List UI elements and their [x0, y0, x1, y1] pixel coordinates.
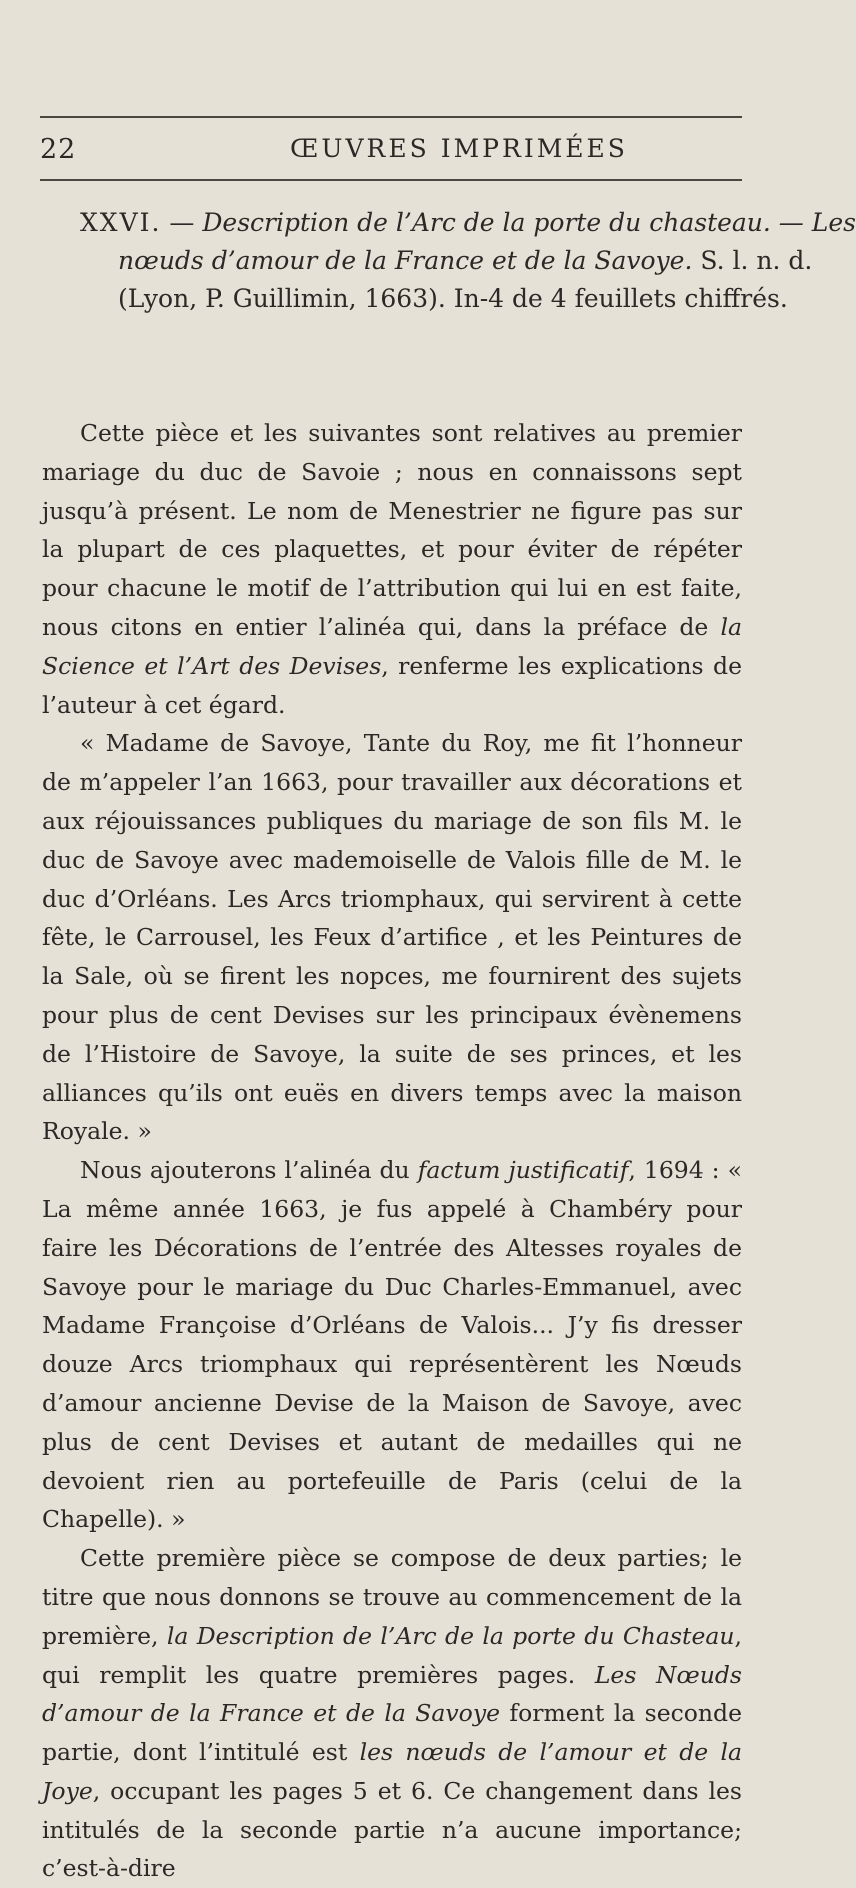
page-number: 22: [40, 134, 77, 165]
paragraph-3-italic: factum justificatif: [417, 1156, 629, 1185]
paragraph-1-italic: la Science et l’Art des Devises: [42, 612, 742, 680]
paragraph-4-text-d: , occupant les pages 5 et 6. Ce changement dans les intitulés de la seconde partie n’a aucune importance; c’est-à-dire: [42, 1776, 742, 1883]
paragraph-4-text-a: Cette première pièce se compose de deux parties; le titre que nous donnons se trouve au commencement de la première,: [42, 1544, 742, 1650]
entry-title-line-2: [80, 242, 813, 280]
entry-title-part-2: nœuds d’amour de la France et de la Savoye.: [118, 246, 693, 275]
entry-imprint-1: S. l. n. d.: [692, 246, 813, 275]
paragraph-4: [42, 1539, 742, 1888]
paragraph-1: [42, 414, 742, 724]
running-head: ŒUVRES IMPRIMÉES: [290, 134, 628, 163]
entry-title-line-1: [80, 204, 856, 242]
entry-dash: —: [161, 208, 203, 237]
entry-number: XXVI.: [80, 208, 162, 237]
paragraph-4-italic-1: la Description de l’Arc de la porte du Chasteau: [166, 1621, 735, 1650]
paragraph-3: [42, 1151, 742, 1539]
header-rule-top: [40, 116, 742, 118]
paragraph-4-text-b: , qui remplit les quatre premières pages.: [42, 1621, 742, 1689]
entry-title-part-1: Description de l’Arc de la porte du chasteau. — Les: [202, 208, 856, 237]
paragraph-2-text: « Madame de Savoye, Tante du Roy, me fit l’honneur de m’appeler l’an 1663, pour travailler aux décorations et aux réjouissances publiques du mariage de son fils M. le duc de Savoye avec mademoiselle de Valois fille de M. le duc d’Orléans. Les Arcs triomphaux, qui servirent à cette fête, le Carrousel, les Feux d’artifice , et les Peintures de la Sale, où se firent les nopces, me fournirent des sujets pour plus de cent Devises sur les principaux évènemens de l’Histoire de Savoye, la suite de ses princes, et les alliances qu’ils ont euës en divers temps avec la maison Royale. »: [42, 729, 742, 1146]
paragraph-1-text-b: , renferme les explications de l’auteur à cet égard.: [42, 651, 742, 719]
paragraph-4-italic-2: Les Nœuds d’amour de la France et de la Savoye: [42, 1660, 742, 1728]
paragraph-3-text-a: Nous ajouterons l’alinéa du: [80, 1156, 418, 1185]
entry-heading: [80, 204, 856, 318]
paragraph-1-text-a: Cette pièce et les suivantes sont relatives au premier mariage du duc de Savoie ; nous en connaissons sept jusqu’à présent. Le nom de Menestrier ne figure pas sur la plupart de ces plaquettes, et pour éviter de répéter pour chacune le motif de l’attribution qui lui en est faite, nous citons en entier l’alinéa qui, dans la préface de: [42, 419, 742, 641]
entry-imprint-2: (Lyon, P. Guillimin, 1663). In-4 de 4 feuillets chiffrés.: [118, 284, 788, 313]
paragraph-4-italic-3: les nœuds de l’amour et de la Joye: [42, 1738, 742, 1805]
page-header: [40, 132, 742, 166]
entry-title-line-3: [80, 280, 788, 318]
paragraph-2: [42, 724, 742, 1151]
paragraph-4-text-c: forment la seconde partie, dont l’intitulé est: [42, 1699, 742, 1767]
paragraph-3-text-b: , 1694 : « La même année 1663, je fus appelé à Chambéry pour faire les Décorations de l’entrée des Altesses royales de Savoye pour le mariage du Duc Charles-Emmanuel, avec Madame Françoise d’Orléans de Valois... J’y fis dresser douze Arcs triomphaux qui représentèrent les Nœuds d’amour ancienne Devise de la Maison de Savoye, avec plus de cent Devises et autant de medailles qui ne devoient rien au portefeuille de Paris (celui de la Chapelle). »: [42, 1156, 742, 1534]
header-rule-bottom: [40, 179, 742, 181]
body-text: [42, 414, 742, 1888]
